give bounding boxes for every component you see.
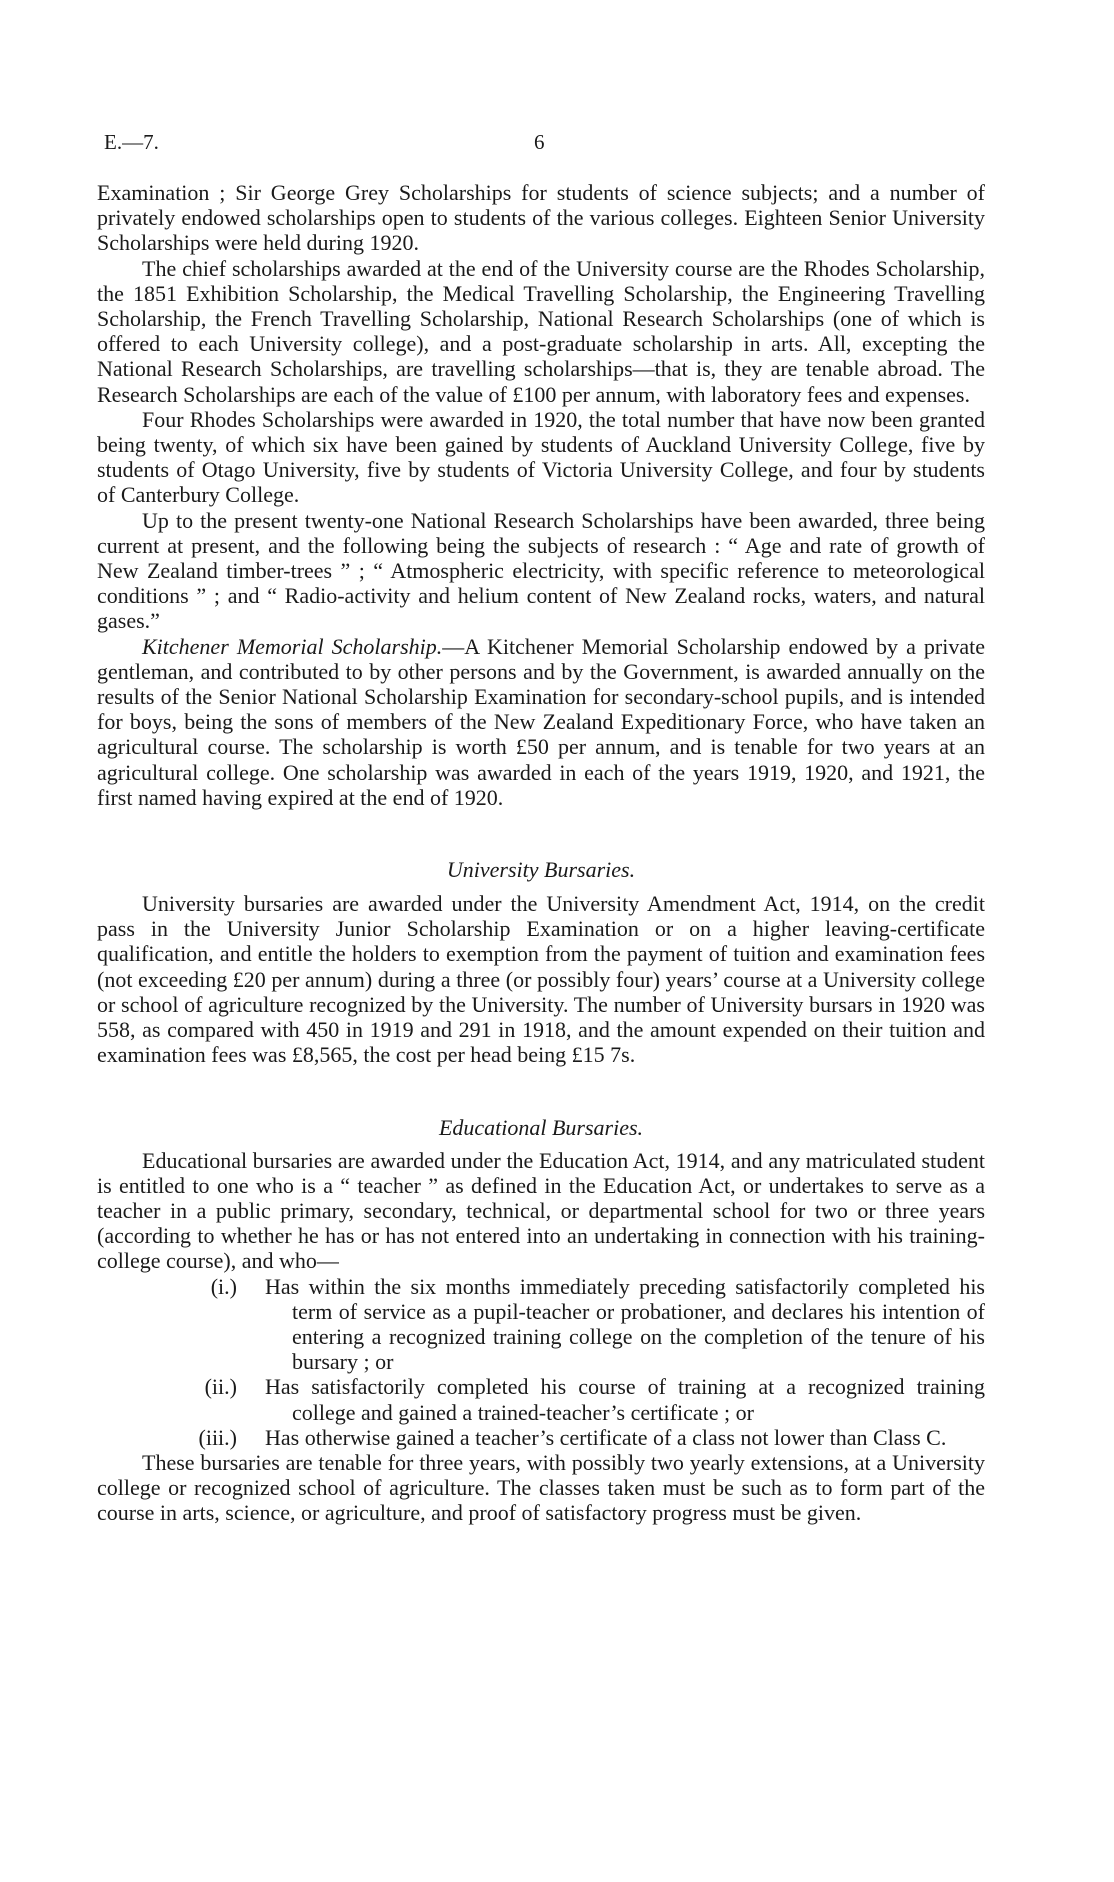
- paragraph-kitchener-memorial: [97, 634, 985, 810]
- list-item-text: [265, 1374, 985, 1424]
- page-number: 6: [534, 130, 545, 154]
- kitchener-text: —A Kitchener Memorial Scholarship endowed by a private gentleman, and contributed to by other persons and by the Government, is awarded annually on the results of the Senior National Scholarship Examination for secondary-school pupils, and is intended for boys, being the sons of members of the New Zealand Expeditionary Force, who have taken an agricultural course. The scholarship is worth £50 per annum, and is tenable for two years at an agricultural college. One scholarship was awarded in each of the years 1919, 1920, and 1921, the first named having expired at the end of 1920.: [97, 633, 985, 810]
- paragraph-educational-intro: Educational bursaries are awarded under the Education Act, 1914, and any matriculated student is entitled to one who is a “ teacher ” as defined in the Education Act, or undertakes to serve as a teacher in a public primary, secondary, technical, or departmental school for two or three years (according to whether he has or has not entered into an undertaking in connection with his training-college course), and who—: [97, 1147, 985, 1274]
- list-item-number: (i.): [210, 1273, 237, 1299]
- list-item-number: (ii.): [204, 1374, 237, 1400]
- paragraph-rhodes-scholarships: Four Rhodes Scholarships were awarded in 1920, the total number that have now been granted being twenty, of which six have been gained by students of Auckland University College, five by students of Otago University, five by students of Victoria University College, and four by students of Canterbury College.: [97, 406, 985, 508]
- list-item-text-content: Has within the six months immediately preceding satisfactorily completed his term of service as a pupil-teacher or probationer, and declares his intention of entering a recognized training college on the completion of the tenure of his bursary ; or: [265, 1273, 985, 1375]
- list-item: [97, 1374, 985, 1424]
- document-code: E.—7.: [104, 130, 159, 154]
- paragraph-national-research: Up to the present twenty-one National Research Scholarships have been awarded, three being current at present, and the following being the subjects of research : “ Age and rate of growth of New Zealand timber-trees ” ; “ Atmospheric electricity, with specific reference to meteorological conditions ” ; and “ Radio-activity and helium content of New Zealand rocks, waters, and natural gases.”: [97, 507, 985, 634]
- list-item-text: [265, 1274, 985, 1375]
- paragraph-chief-scholarships: The chief scholarships awarded at the end of the University course are the Rhodes Scholarship, the 1851 Exhibition Scholarship, the Medical Travelling Scholarship, the Engineering Travelling Scholarship, the French Travelling Scholarship, National Research Scholarships (one of which is offered to each University college), and a post-graduate scholarship in arts. All, excepting the National Research Scholarships, are travelling scholarships—that is, they are tenable abroad. The Research Scholarships are each of the value of £100 per annum, with laboratory fees and expenses.: [97, 255, 985, 407]
- list-item-text-content: Has satisfactorily completed his course of training at a recognized training college and gained a trained-teacher’s certificate ; or: [265, 1374, 985, 1425]
- list-item: [97, 1274, 985, 1375]
- eligibility-list: [97, 1274, 985, 1450]
- list-item-text: [265, 1425, 985, 1450]
- list-item-number: (iii.): [198, 1424, 237, 1450]
- paragraph-bursaries-tenable: These bursaries are tenable for three years, with possibly two yearly extensions, at a University college or recognized school of agriculture. The classes taken must be such as to form part of the course in arts, science, or agriculture, and proof of satisfactory progress must be given.: [97, 1449, 985, 1526]
- list-item-text-content: Has otherwise gained a teacher’s certificate of a class not lower than Class C.: [265, 1424, 947, 1450]
- paragraph-university-bursaries: University bursaries are awarded under the University Amendment Act, 1914, on the credit pass in the University Junior Scholarship Examination or on a higher leaving-certificate qualification, and entitle the holders to exemption from the payment of tuition and examination fees (not exceeding £20 per annum) during a three (or possibly four) years’ course at a University college or school of agriculture recognized by the University. The number of University bursars in 1920 was 558, as compared with 450 in 1919 and 291 in 1918, and the amount expended on their tuition and examination fees was £8,565, the cost per head being £15 7s.: [97, 891, 985, 1068]
- document-body: [97, 180, 985, 1526]
- kitchener-lead: Kitchener Memorial Scholarship.: [142, 633, 443, 659]
- paragraph-examination-continued: Examination ; Sir George Grey Scholarships for students of science subjects; and a number of privately endowed scholarships open to students of the various colleges. Eighteen Senior University Scholarships were held during 1920.: [97, 180, 985, 256]
- page-header: [104, 130, 988, 162]
- heading-university-bursaries: University Bursaries.: [446, 857, 636, 883]
- heading-educational-bursaries: Educational Bursaries.: [438, 1114, 644, 1140]
- list-item: [97, 1425, 985, 1450]
